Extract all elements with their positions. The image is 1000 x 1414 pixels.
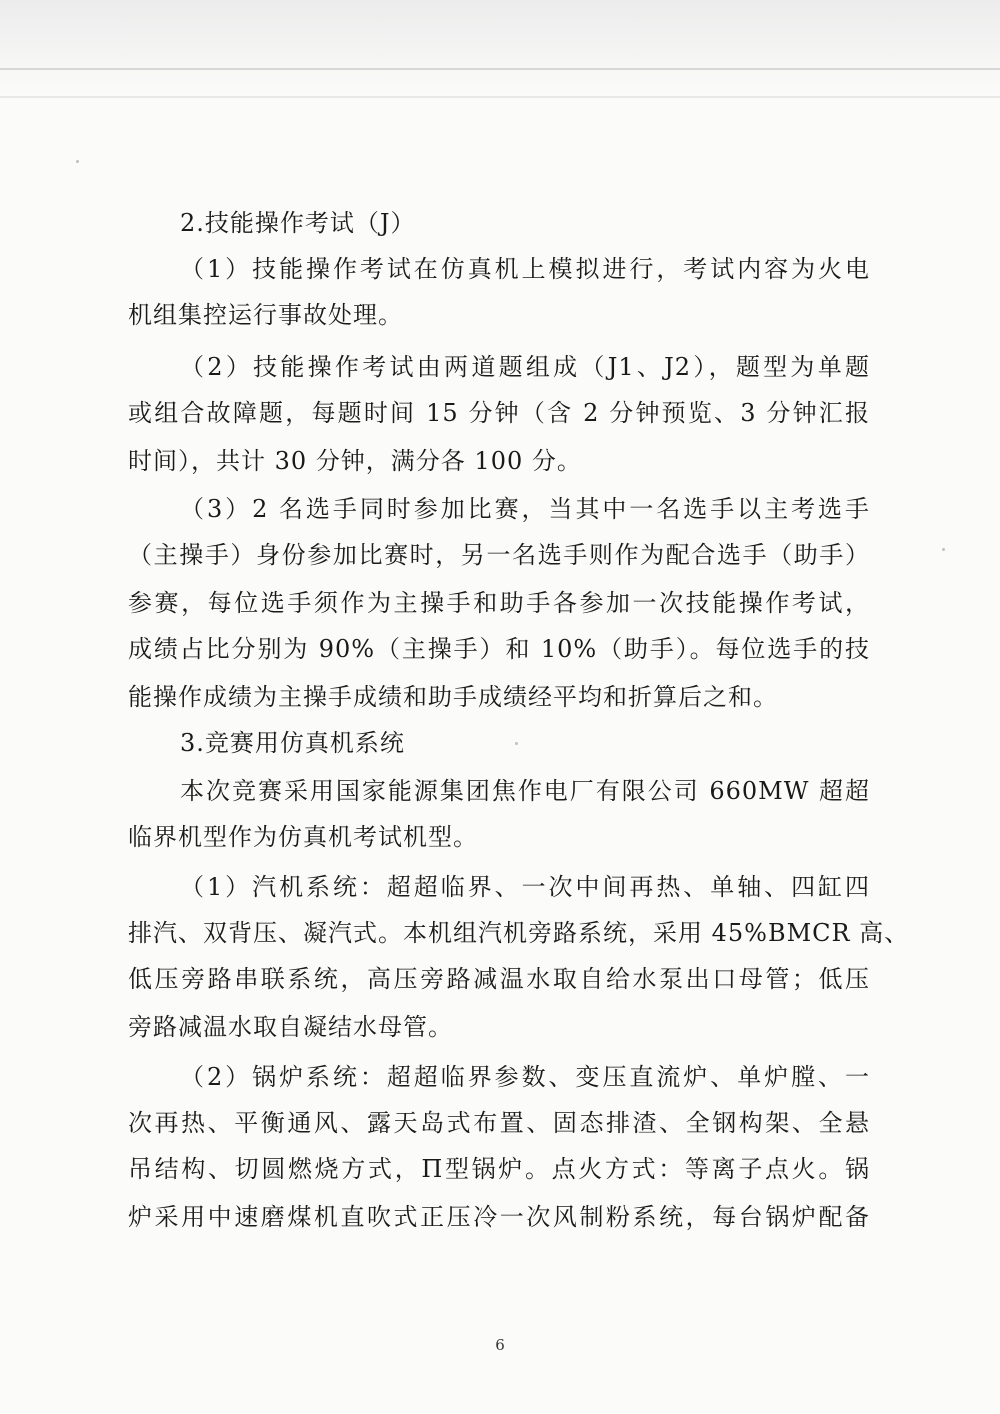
paragraph-line: 或组合故障题，每题时间 15 分钟（含 2 分钟预览、3 分钟汇报: [128, 399, 870, 427]
scan-speck: [942, 548, 945, 551]
paragraph-line: 排汽、双背压、凝汽式。本机组汽机旁路系统，采用 45%BMCR 高、: [128, 919, 910, 947]
paragraph-line: 时间），共计 30 分钟，满分各 100 分。: [128, 447, 582, 475]
scan-artifact-line: [0, 96, 1000, 98]
paragraph-line: （3）2 名选手同时参加比赛，当其中一名选手以主考选手: [180, 495, 870, 523]
paragraph-line: （1）技能操作考试在仿真机上模拟进行，考试内容为火电: [180, 255, 870, 283]
paragraph-line: 能操作成绩为主操手成绩和助手成绩经平均和折算后之和。: [128, 683, 778, 711]
page-number: 6: [495, 1336, 505, 1354]
paragraph-line: 机组集控运行事故处理。: [128, 301, 403, 329]
paragraph-line: （2）技能操作考试由两道题组成（J1、J2），题型为单题: [180, 353, 870, 381]
scan-speck: [76, 160, 79, 163]
section-heading: 2.技能操作考试（J）: [180, 209, 416, 237]
paragraph-line: 临界机型作为仿真机考试机型。: [128, 823, 478, 851]
paragraph-line: 旁路减温水取自凝结水母管。: [128, 1013, 453, 1041]
paragraph-line: 本次竞赛采用国家能源集团焦作电厂有限公司 660MW 超超: [180, 777, 870, 805]
paragraph-line: 参赛，每位选手须作为主操手和助手各参加一次技能操作考试，: [128, 589, 870, 617]
paragraph-line: 低压旁路串联系统，高压旁路减温水取自给水泵出口母管；低压: [128, 965, 870, 993]
section-heading: 3.竞赛用仿真机系统: [180, 729, 405, 757]
paragraph-line: 炉采用中速磨煤机直吹式正压冷一次风制粉系统，每台锅炉配备: [128, 1203, 870, 1231]
scan-shadow: [0, 0, 1000, 95]
paragraph-line: 吊结构、切圆燃烧方式，Π型锅炉。点火方式：等离子点火。锅: [128, 1155, 870, 1183]
paragraph-line: （2）锅炉系统：超超临界参数、变压直流炉、单炉膛、一: [180, 1063, 870, 1091]
paragraph-line: （主操手）身份参加比赛时，另一名选手则作为配合选手（助手）: [128, 541, 870, 569]
paragraph-line: 次再热、平衡通风、露天岛式布置、固态排渣、全钢构架、全悬: [128, 1109, 870, 1137]
scan-artifact-line: [0, 68, 1000, 70]
paragraph-line: （1）汽机系统：超超临界、一次中间再热、单轴、四缸四: [180, 873, 870, 901]
paragraph-line: 成绩占比分别为 90%（主操手）和 10%（助手）。每位选手的技: [128, 635, 870, 663]
